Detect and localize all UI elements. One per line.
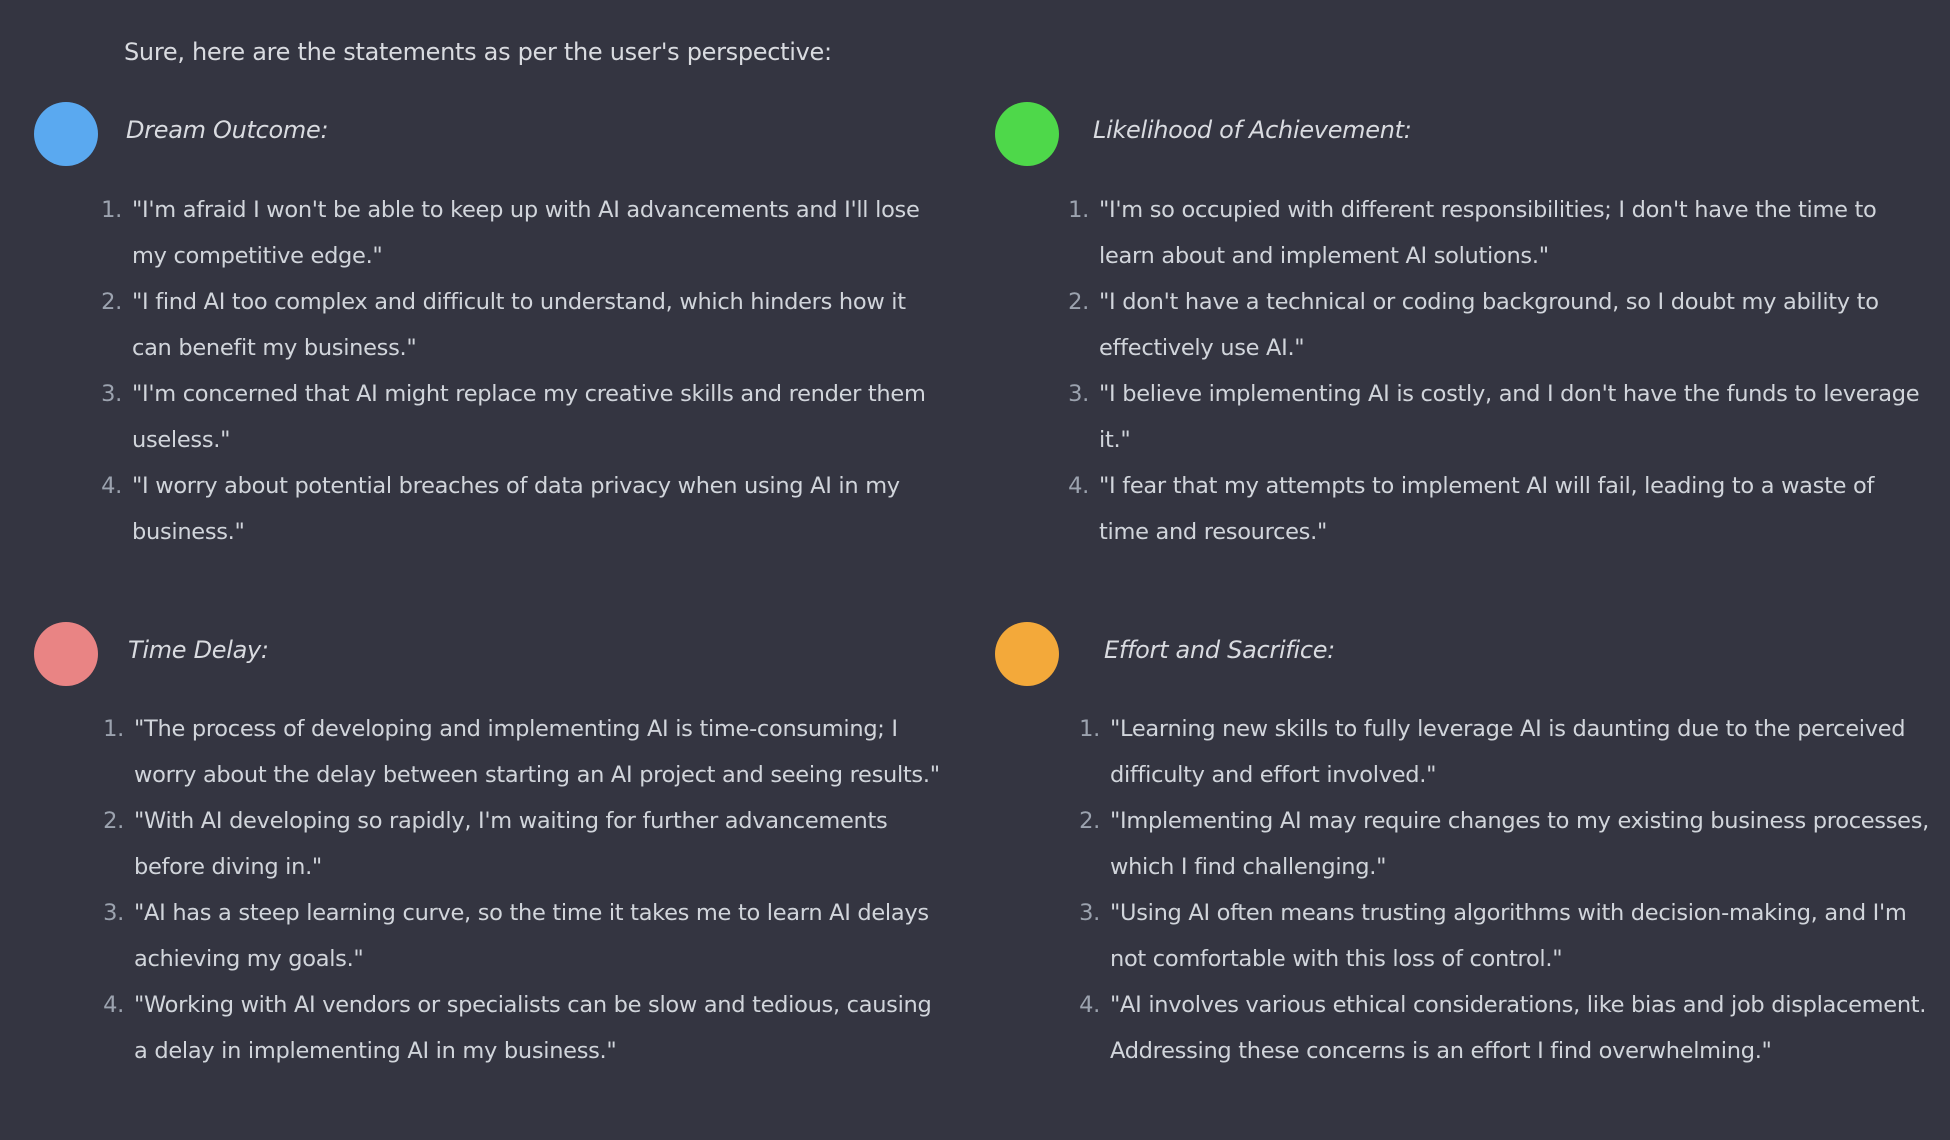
list-item	[1065, 187, 1925, 279]
list-item	[98, 463, 938, 555]
section-heading: Dream Outcome:	[126, 116, 329, 144]
statement-list	[1065, 187, 1925, 555]
statement-text: "I believe implementing AI is costly, and I don't have the funds to leverage it."	[1099, 381, 1920, 453]
list-number: 3.	[1079, 900, 1100, 926]
list-item	[1076, 706, 1936, 798]
statement-text: "I find AI too complex and difficult to understand, which hinders how it can benefit my business."	[132, 289, 906, 361]
list-number: 1.	[1079, 716, 1100, 742]
list-item	[100, 706, 940, 798]
statement-list	[1076, 706, 1936, 1074]
statement-list	[100, 706, 940, 1074]
statement-text: "AI has a steep learning curve, so the time it takes me to learn AI delays achieving my goals."	[134, 900, 929, 972]
list-number: 1.	[1068, 197, 1089, 223]
list-item	[98, 279, 938, 371]
statement-text: "AI involves various ethical considerations, like bias and job displacement. Addressing these concerns is an effort I find overwhelming."	[1110, 992, 1927, 1064]
list-item	[1065, 463, 1925, 555]
list-number: 3.	[1068, 381, 1089, 407]
list-number: 4.	[1068, 473, 1089, 499]
list-number: 4.	[101, 473, 122, 499]
list-number: 2.	[103, 808, 124, 834]
list-item	[98, 371, 938, 463]
list-item	[100, 798, 940, 890]
statement-text: "Working with AI vendors or specialists can be slow and tedious, causing a delay in implementing AI in my business."	[134, 992, 932, 1064]
list-number: 4.	[103, 992, 124, 1018]
statement-text: "Implementing AI may require changes to my existing business processes, which I find challenging."	[1110, 808, 1929, 880]
statement-text: "I worry about potential breaches of data privacy when using AI in my business."	[132, 473, 900, 545]
section-heading: Time Delay:	[128, 636, 269, 664]
list-number: 1.	[103, 716, 124, 742]
list-number: 2.	[101, 289, 122, 315]
section-heading: Likelihood of Achievement:	[1093, 116, 1412, 144]
list-item	[1065, 279, 1925, 371]
intro-text: Sure, here are the statements as per the user's perspective:	[124, 38, 832, 66]
statement-text: "Learning new skills to fully leverage AI is daunting due to the perceived difficulty and effort involved."	[1110, 716, 1906, 788]
red-circle-marker	[34, 622, 98, 686]
list-number: 3.	[101, 381, 122, 407]
green-circle-marker	[995, 102, 1059, 166]
list-item	[98, 187, 938, 279]
list-item	[1076, 982, 1936, 1074]
list-item	[100, 890, 940, 982]
list-item	[1076, 890, 1936, 982]
statement-text: "I fear that my attempts to implement AI will fail, leading to a waste of time and resources."	[1099, 473, 1875, 545]
blue-circle-marker	[34, 102, 98, 166]
statement-text: "The process of developing and implementing AI is time-consuming; I worry about the delay between starting an AI project and seeing results."	[134, 716, 940, 788]
section-heading: Effort and Sacrifice:	[1104, 636, 1335, 664]
statement-text: "Using AI often means trusting algorithms with decision-making, and I'm not comfortable with this loss of control."	[1110, 900, 1907, 972]
statement-text: "With AI developing so rapidly, I'm waiting for further advancements before diving in."	[134, 808, 888, 880]
statement-text: "I'm so occupied with different responsibilities; I don't have the time to learn about and implement AI solutions."	[1099, 197, 1877, 269]
orange-circle-marker	[995, 622, 1059, 686]
list-number: 4.	[1079, 992, 1100, 1018]
list-number: 3.	[103, 900, 124, 926]
list-item	[1076, 798, 1936, 890]
list-item	[1065, 371, 1925, 463]
list-number: 2.	[1068, 289, 1089, 315]
statement-text: "I'm concerned that AI might replace my creative skills and render them useless."	[132, 381, 926, 453]
list-item	[100, 982, 940, 1074]
list-number: 1.	[101, 197, 122, 223]
statement-list	[98, 187, 938, 555]
list-number: 2.	[1079, 808, 1100, 834]
statement-text: "I'm afraid I won't be able to keep up with AI advancements and I'll lose my competitive edge."	[132, 197, 920, 269]
statement-text: "I don't have a technical or coding background, so I doubt my ability to effectively use AI."	[1099, 289, 1879, 361]
